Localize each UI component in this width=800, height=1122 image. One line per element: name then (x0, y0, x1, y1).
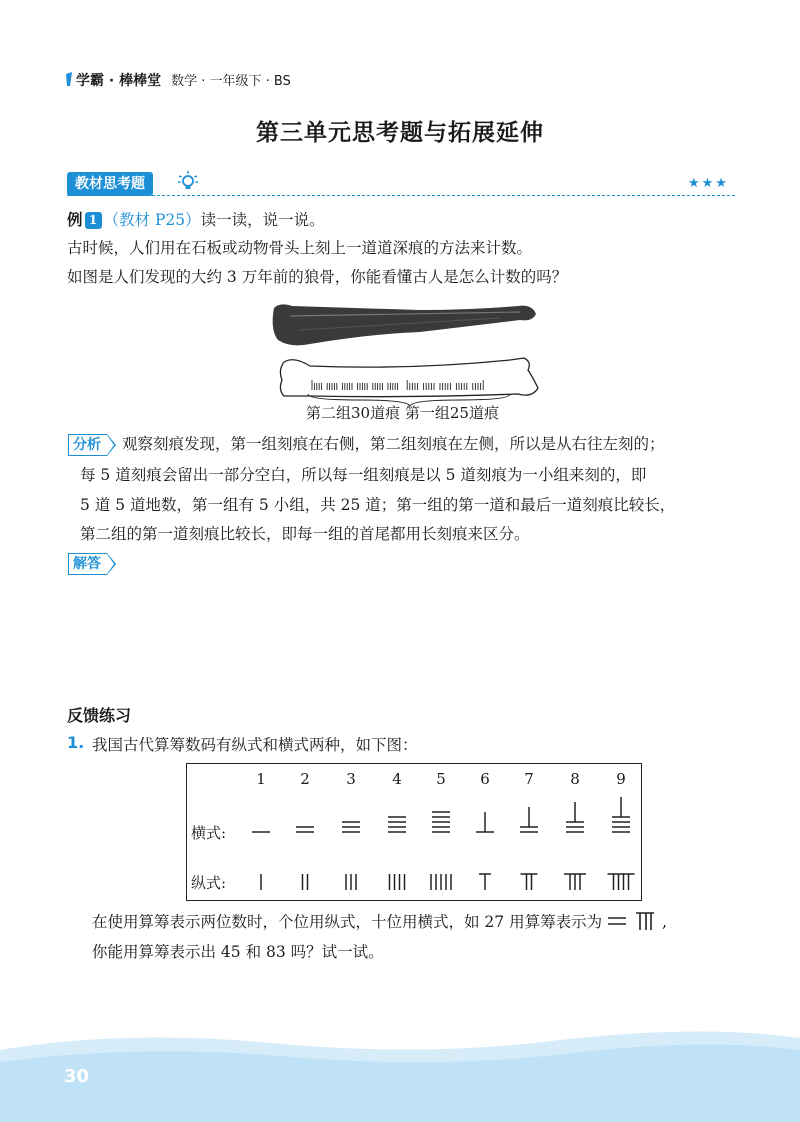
column-number: 7 (524, 770, 534, 788)
column-number: 2 (300, 770, 310, 788)
column-number: 5 (436, 770, 446, 788)
counting-rods-drawing (187, 764, 641, 900)
question-text-3: 你能用算筹表示出 45 和 83 吗？试一试。 (92, 943, 384, 961)
example-number-badge: 1 (85, 212, 102, 229)
brand-name: 学霸 · 棒棒堂 (76, 73, 162, 89)
column-number: 1 (256, 770, 266, 788)
example-source: （教材 P25） (103, 211, 201, 229)
question-number: 1. (67, 733, 85, 752)
counting-rod-table (186, 763, 642, 901)
question-text-2: 在使用算筹表示两位数时，个位用纵式，十位用横式，如 27 用算筹表示为 , (92, 910, 667, 934)
column-number: 8 (570, 770, 580, 788)
example-label: 例 (67, 211, 83, 229)
example-instruction: 读一读，说一说。 (200, 211, 325, 229)
example-paragraph-1: 古时候，人们用在石板或动物骨头上刻上一道道深痕的方法来计数。 (67, 239, 533, 257)
lightbulb-icon (176, 170, 200, 194)
page-number: 30 (64, 1066, 90, 1087)
subject-grade: 数学 · 一年级下 · BS (171, 74, 291, 89)
bone-caption: 第二组30道痕 第一组25道痕 (306, 404, 499, 422)
brand-header (64, 70, 291, 90)
feedback-title: 反馈练习 (67, 706, 132, 725)
answer-tag: 解答 (68, 553, 107, 575)
difficulty-stars: ★★★ (688, 176, 729, 191)
question-text-2-body: 在使用算筹表示两位数时，个位用纵式，十位用横式，如 27 用算筹表示为 (92, 913, 603, 931)
row-label-horizontal: 横式: (191, 824, 227, 842)
tally-marks (312, 380, 483, 390)
footer-wave (0, 1000, 800, 1122)
section-tag: 教材思考题 (67, 172, 153, 196)
bone-photo (273, 304, 536, 345)
brand-logo-icon (64, 71, 74, 87)
column-number: 3 (346, 770, 356, 788)
example-paragraph-2: 如图是人们发现的大约 3 万年前的狼骨，你能看懂古人是怎么计数的吗？ (67, 268, 568, 286)
question-text: 我国古代算筹数码有纵式和横式两种，如下图： (92, 736, 418, 754)
analysis-line-3: 5 道 5 道地数，第一组有 5 小组，共 25 道；第一组的第一道和最后一道刻痕比较长， (80, 496, 676, 514)
bone-outline-drawing (280, 358, 538, 397)
analysis-tag: 分析 (68, 434, 107, 456)
analysis-line-2: 每 5 道刻痕会留出一部分空白，所以每一组刻痕是以 5 道刻痕为一小组来刻的，即 (80, 466, 647, 484)
analysis-line-1: 观察刻痕发现，第一组刻痕在右侧，第二组刻痕在左侧，所以是从右往左刻的； (122, 435, 665, 453)
rod-example-27 (606, 910, 662, 932)
section-divider (67, 195, 735, 196)
column-number: 9 (616, 770, 626, 788)
example-heading (67, 208, 325, 232)
analysis-line-4: 第二组的第一道刻痕比较长，即每一组的首尾都用长刻痕来区分。 (80, 525, 530, 543)
column-number: 6 (480, 770, 490, 788)
row-label-vertical: 纵式: (191, 874, 227, 892)
page-title: 第三单元思考题与拓展延伸 (256, 120, 544, 146)
column-number: 4 (392, 770, 402, 788)
